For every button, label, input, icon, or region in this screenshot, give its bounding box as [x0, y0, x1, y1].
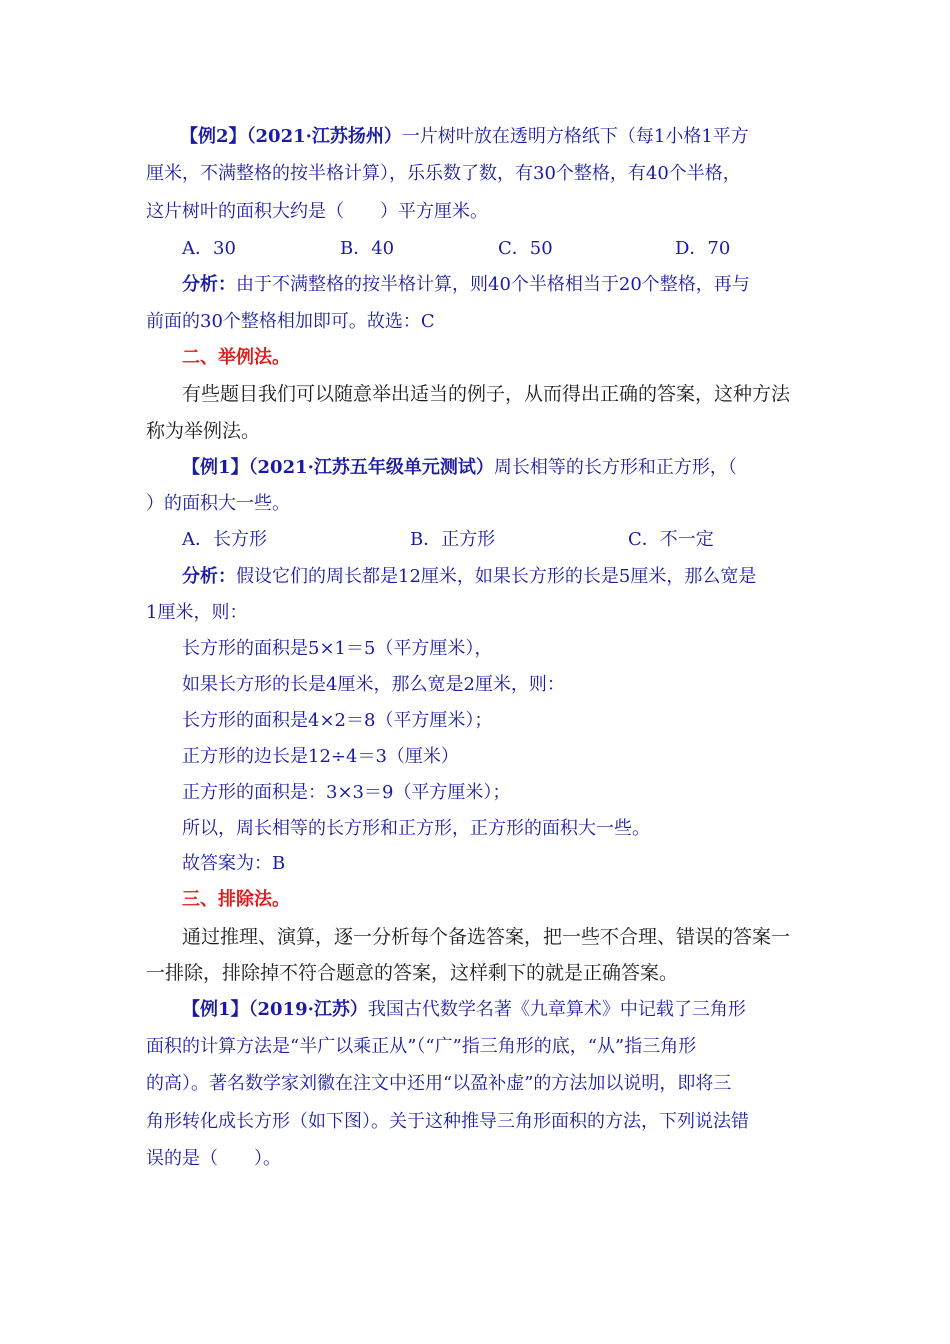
solution-step: 如果长方形的长是4厘米，那么宽是2厘米，则： [182, 674, 565, 695]
example-source: （2019·江苏） [248, 999, 368, 1020]
example-text: 周长相等的长方形和正方形，（ [493, 457, 737, 478]
example2-analysis-line2: 前面的30个整格相加即可。故选：C [146, 311, 435, 332]
example1b-line5: 误的是（ ）。 [146, 1148, 281, 1169]
example-tag: 【例1】 [182, 999, 249, 1020]
analysis-label: 分析： [182, 274, 236, 295]
example1b-line2: 面积的计算方法是“半广以乘正从”（“广”指三角形的底，“从”指三角形 [146, 1036, 697, 1057]
example-text: 一片树叶放在透明方格纸下（每1小格1平方 [401, 126, 749, 147]
example1a-analysis-line1: 分析：假设它们的周长都是12厘米，如果长方形的长是5厘米，那么宽是 [182, 566, 757, 587]
solution-step: 正方形的边长是12÷4＝3（厘米） [182, 746, 459, 767]
solution-step: 正方形的面积是：3×3＝9（平方厘米）； [182, 782, 511, 803]
example1a-analysis-line2: 1厘米，则： [146, 602, 248, 623]
analysis-label: 分析： [182, 566, 236, 587]
section3-intro-line1: 通过推理、演算，逐一分析每个备选答案，把一些不合理、错误的答案一 [182, 926, 791, 948]
option-a: A．30 [182, 238, 236, 259]
solution-step: 所以，周长相等的长方形和正方形，正方形的面积大一些。 [182, 818, 650, 839]
section-heading: 三、排除法。 [182, 889, 290, 910]
example-source: （2021·江苏五年级单元测试） [248, 457, 494, 478]
example1b-line1 [182, 998, 746, 1022]
section-heading: 二、举例法。 [182, 347, 290, 368]
option-b: B．40 [340, 238, 395, 259]
example2-line3: 这片树叶的面积大约是（ ）平方厘米。 [146, 201, 488, 222]
section2-intro-line1: 有些题目我们可以随意举出适当的例子，从而得出正确的答案，这种方法 [182, 383, 791, 405]
example2-line2: 厘米，不满整格的按半格计算），乐乐数了数，有30个整格，有40个半格， [146, 163, 741, 184]
solution-step: 长方形的面积是4×2＝8（平方厘米）； [182, 710, 493, 731]
option-d: D．70 [675, 238, 731, 259]
example-tag: 【例2】 [180, 126, 247, 147]
option-b: B．正方形 [410, 529, 496, 550]
example1a-line1 [182, 456, 737, 480]
example-source: （2021·江苏扬州） [246, 126, 402, 147]
option-c: C．不一定 [628, 529, 714, 550]
option-a: A．长方形 [182, 529, 267, 550]
example2-analysis-line1: 分析：由于不满整格的按半格计算，则40个半格相当于20个整格，再与 [182, 274, 750, 295]
example1b-line3: 的高）。著名数学家刘徽在注文中还用“以盈补虚”的方法加以说明，即将三 [146, 1073, 732, 1094]
option-c: C．50 [498, 238, 553, 259]
example2-line1 [180, 125, 749, 149]
example1b-line4: 角形转化成长方形（如下图）。关于这种推导三角形面积的方法，下列说法错 [146, 1111, 749, 1132]
solution-step: 长方形的面积是5×1＝5（平方厘米）， [182, 638, 493, 659]
example1a-line2: ）的面积大一些。 [146, 493, 290, 514]
example-tag: 【例1】 [182, 457, 249, 478]
section3-intro-line2: 一排除，排除掉不符合题意的答案，这样剩下的就是正确答案。 [146, 962, 679, 984]
example-text: 我国古代数学名著《九章算术》中记载了三角形 [367, 999, 746, 1020]
solution-answer: 故答案为：B [182, 853, 286, 874]
section2-intro-line2: 称为举例法。 [146, 420, 261, 442]
